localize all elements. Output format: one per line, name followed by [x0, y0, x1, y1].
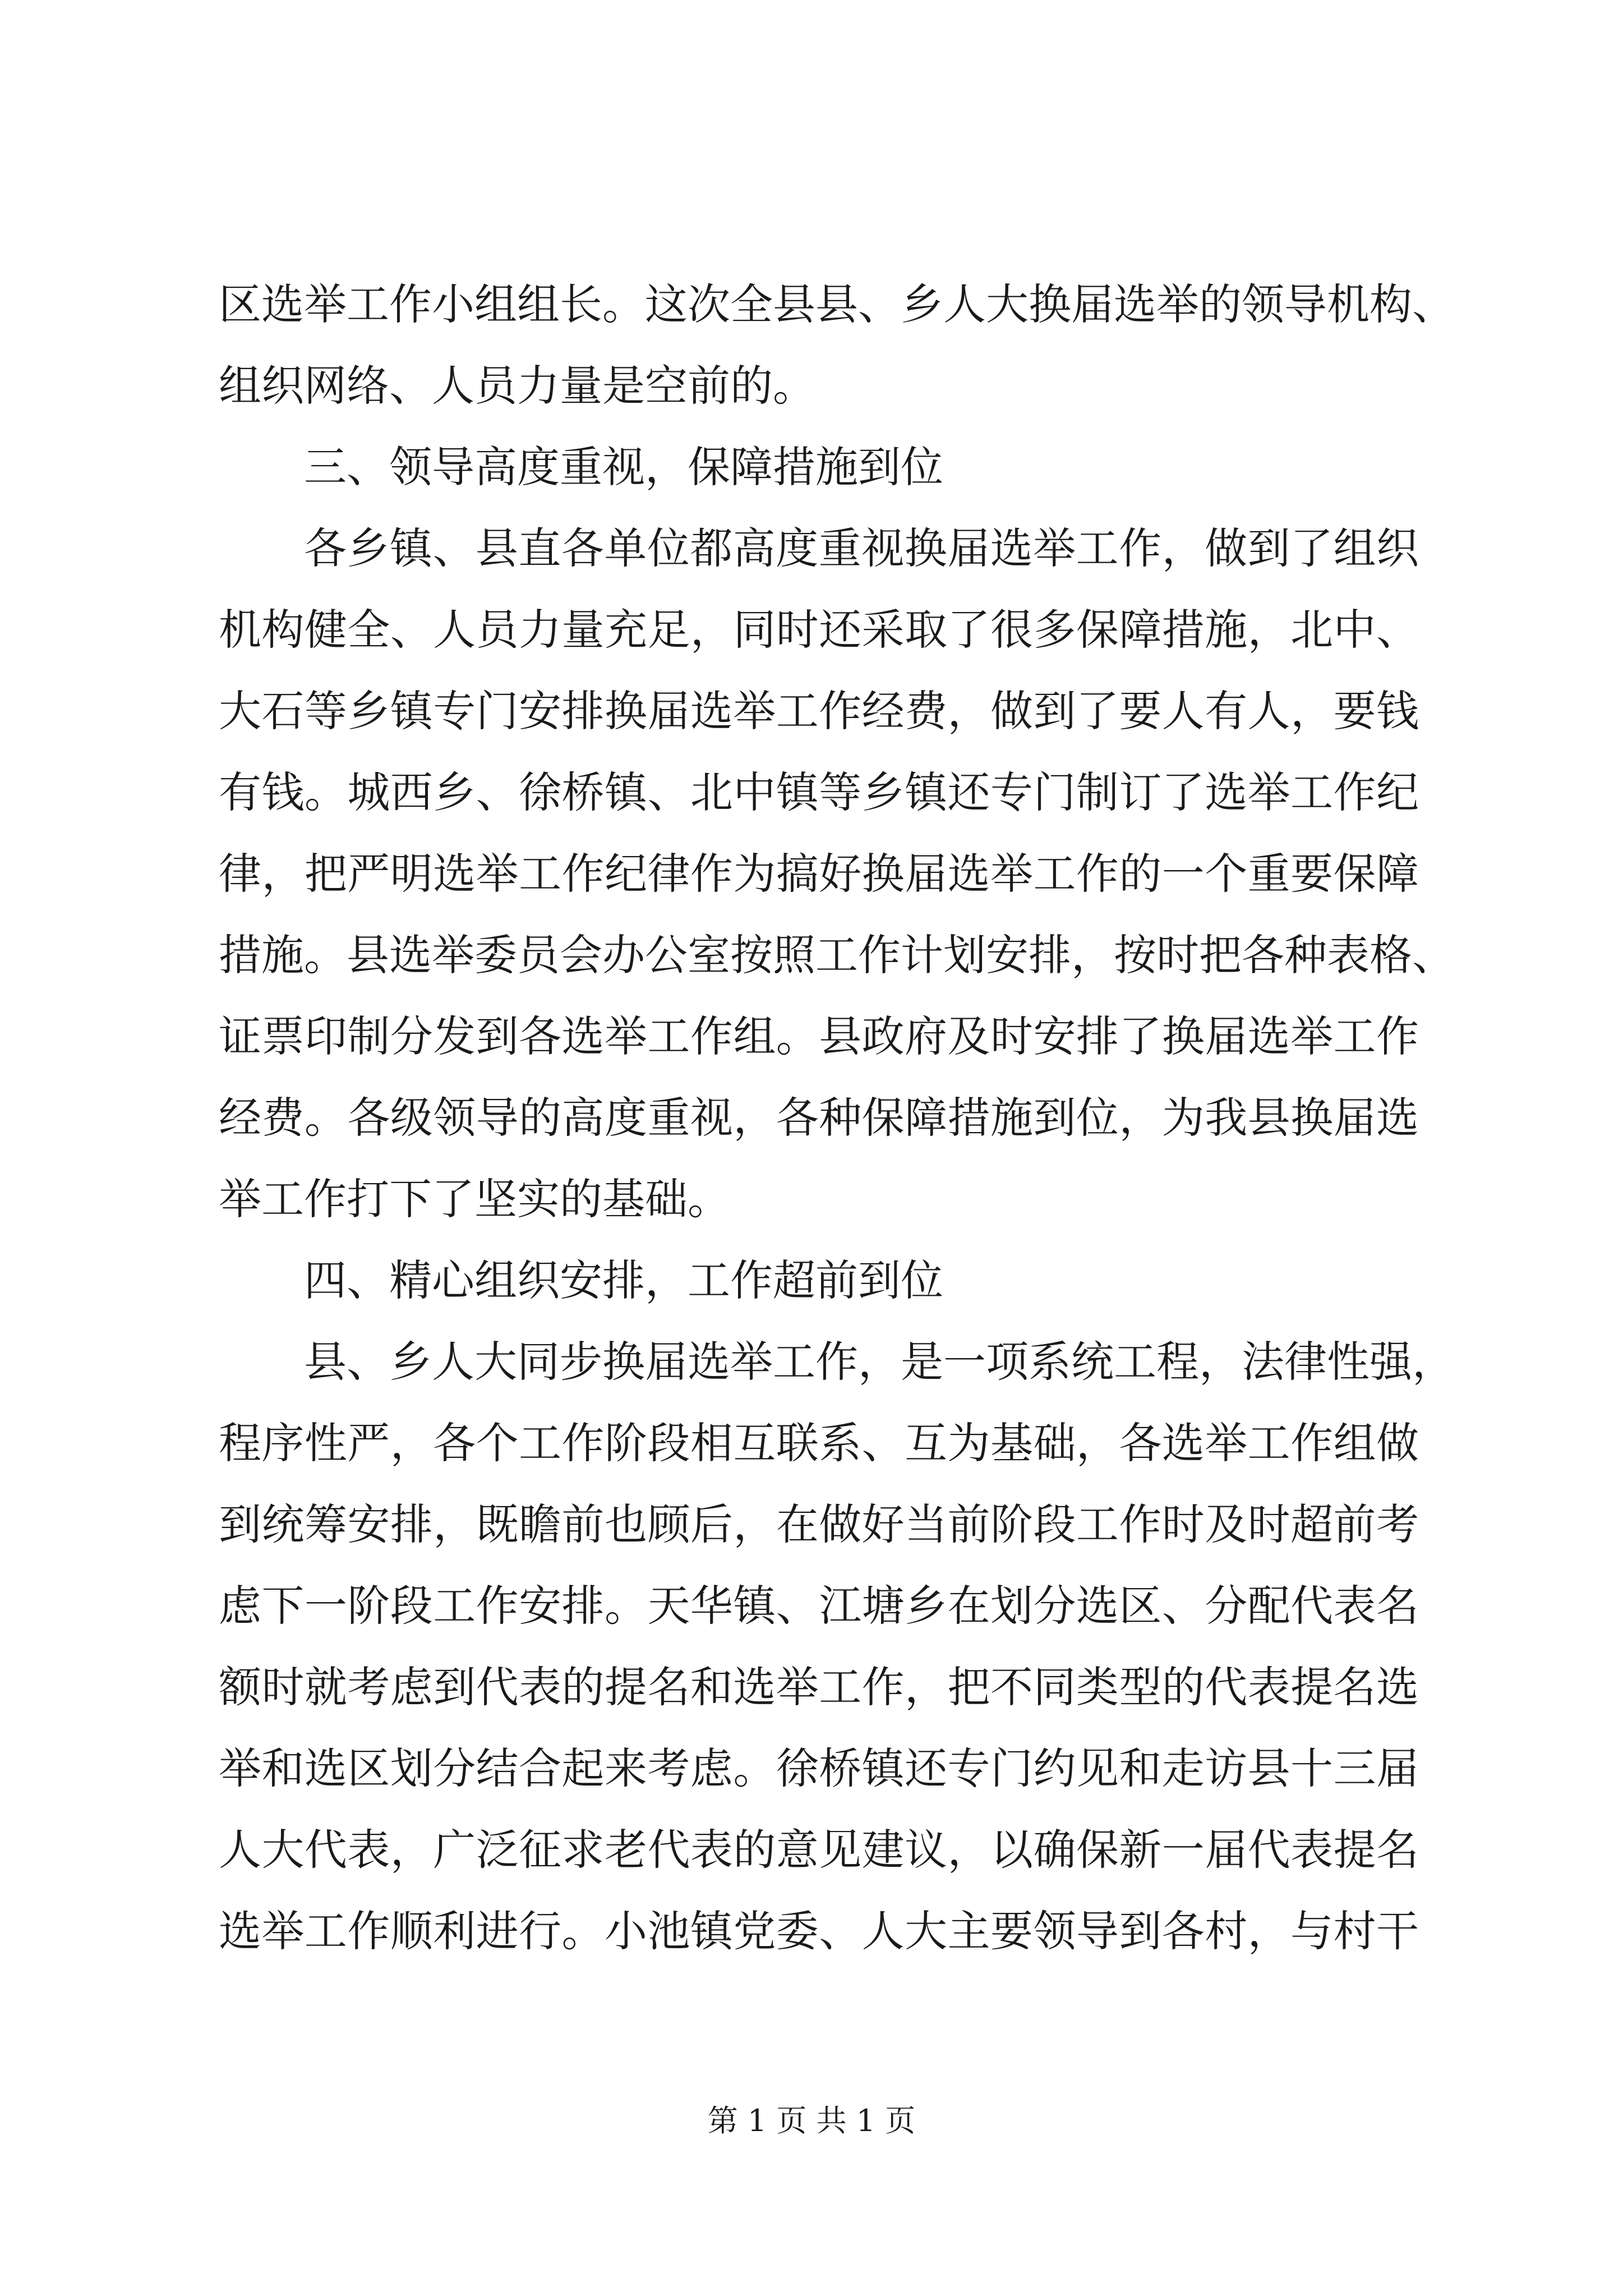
page-footer: 第 1 页 共 1 页 [707, 2103, 916, 2138]
paragraph-line: 人大代表，广泛征求老代表的意见建议，以确保新一届代表提名 [219, 1825, 1419, 1875]
paragraph-line: 经费。各级领导的高度重视，各种保障措施到位，为我县换届选 [219, 1093, 1419, 1143]
paragraph-line: 有钱。城西乡、徐桥镇、北中镇等乡镇还专门制订了选举工作纪 [219, 767, 1419, 817]
paragraph-line: 区选举工作小组组长。这次全县县、乡人大换届选举的领导机构、 [219, 279, 1455, 329]
paragraph-line: 各乡镇、县直各单位都高度重视换届选举工作，做到了组织 [304, 523, 1419, 573]
paragraph-line: 律，把严明选举工作纪律作为搞好换届选举工作的一个重要保障 [219, 849, 1419, 899]
paragraph-line: 举和选区划分结合起来考虑。徐桥镇还专门约见和走访县十三届 [219, 1743, 1419, 1793]
paragraph-line: 证票印制分发到各选举工作组。县政府及时安排了换届选举工作 [219, 1011, 1419, 1061]
section-heading: 三、领导高度重视，保障措施到位 [304, 442, 943, 492]
paragraph-line: 措施。县选举委员会办公室按照工作计划安排，按时把各种表格、 [219, 930, 1455, 980]
paragraph-line: 县、乡人大同步换届选举工作，是一项系统工程，法律性强， [304, 1337, 1455, 1387]
paragraph-line: 额时就考虑到代表的提名和选举工作，把不同类型的代表提名选 [219, 1662, 1419, 1712]
paragraph-line: 组织网络、人员力量是空前的。 [219, 361, 815, 411]
paragraph-line: 机构健全、人员力量充足，同时还采取了很多保障措施，北中、 [219, 605, 1419, 655]
paragraph-line: 选举工作顺利进行。小池镇党委、人大主要领导到各村，与村干 [219, 1906, 1419, 1956]
document-body [219, 264, 1455, 1972]
paragraph-line: 大石等乡镇专门安排换届选举工作经费，做到了要人有人，要钱 [219, 686, 1419, 736]
paragraph-line: 到统筹安排，既瞻前也顾后，在做好当前阶段工作时及时超前考 [219, 1499, 1419, 1549]
paragraph-line: 程序性严，各个工作阶段相互联系、互为基础，各选举工作组做 [219, 1418, 1419, 1468]
paragraph-line: 虑下一阶段工作安排。天华镇、江塘乡在划分选区、分配代表名 [219, 1581, 1419, 1631]
section-heading: 四、精心组织安排，工作超前到位 [304, 1255, 943, 1305]
paragraph-line: 举工作打下了坚实的基础。 [219, 1174, 730, 1224]
